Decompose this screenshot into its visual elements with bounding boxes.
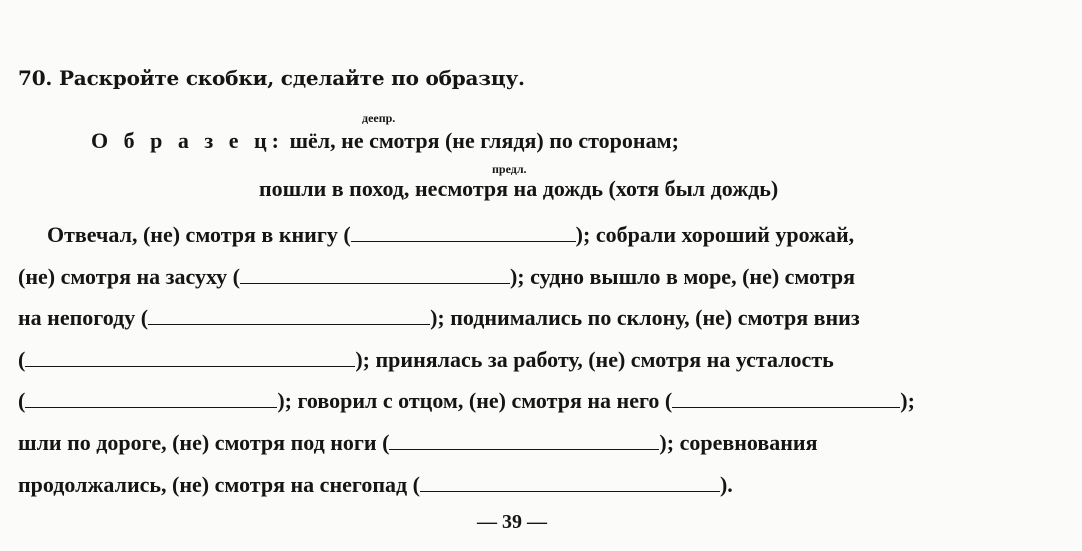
task-text: ); судно вышло в море, (не) смотря — [509, 264, 856, 289]
answer-blank[interactable] — [420, 469, 720, 492]
task-text: ); принялась за работу, (не) смотря на усталость — [355, 347, 834, 372]
task-text: (не) смотря на засуху ( — [18, 264, 240, 289]
answer-blank[interactable] — [389, 427, 659, 450]
task-text: ); соревнования — [659, 430, 818, 455]
task-text: ); говорил с отцом, (не) смотря на него ( — [277, 388, 673, 413]
sample-line-1 — [91, 127, 679, 155]
task-line — [18, 261, 855, 291]
task-line — [18, 344, 834, 374]
task-text: шли по дороге, (не) смотря под ноги ( — [18, 430, 390, 455]
sample-text: шёл, не — [289, 128, 370, 153]
sample-keyword: несмотря — [414, 176, 509, 201]
task-text: ( — [18, 388, 26, 413]
sample-text: (не глядя) по сторонам; — [439, 128, 679, 153]
exercise-instruction: Раскройте скобки, сделайте по образцу. — [58, 66, 525, 90]
task-text: на непогоду ( — [18, 305, 149, 330]
page-number: — 39 — — [477, 511, 547, 533]
answer-blank[interactable] — [25, 344, 355, 367]
sample-note-gerund: деепр. — [362, 111, 396, 125]
answer-blank[interactable] — [351, 219, 576, 242]
task-text: Отвечал, (не) смотря в книгу ( — [47, 222, 351, 247]
task-text: ); поднимались по склону, (не) смотря вниз — [430, 305, 860, 330]
task-text: ( — [18, 347, 26, 372]
answer-blank[interactable] — [25, 385, 277, 408]
sample-note-preposition: предл. — [492, 162, 527, 176]
answer-blank[interactable] — [672, 385, 900, 408]
task-text: ). — [719, 472, 733, 497]
sample-text: пошли в поход, — [259, 176, 415, 201]
sample-label: О б р а з е ц: — [91, 128, 284, 153]
answer-blank[interactable] — [240, 261, 510, 284]
sample-line-2 — [259, 175, 778, 203]
task-line — [18, 427, 817, 457]
task-line — [18, 469, 733, 499]
task-text: ); — [900, 388, 915, 413]
task-line — [18, 302, 860, 332]
task-text: продолжались, (не) смотря на снегопад ( — [18, 472, 420, 497]
exercise-heading — [18, 66, 525, 90]
exercise-number: 70. — [18, 66, 53, 90]
task-text: ); собрали хороший урожай, — [575, 222, 855, 247]
sample-text: на дождь (хотя был дождь) — [508, 176, 779, 201]
task-line — [18, 385, 915, 415]
answer-blank[interactable] — [148, 302, 430, 325]
sample-keyword: смотря — [369, 128, 440, 153]
task-line — [47, 219, 854, 249]
